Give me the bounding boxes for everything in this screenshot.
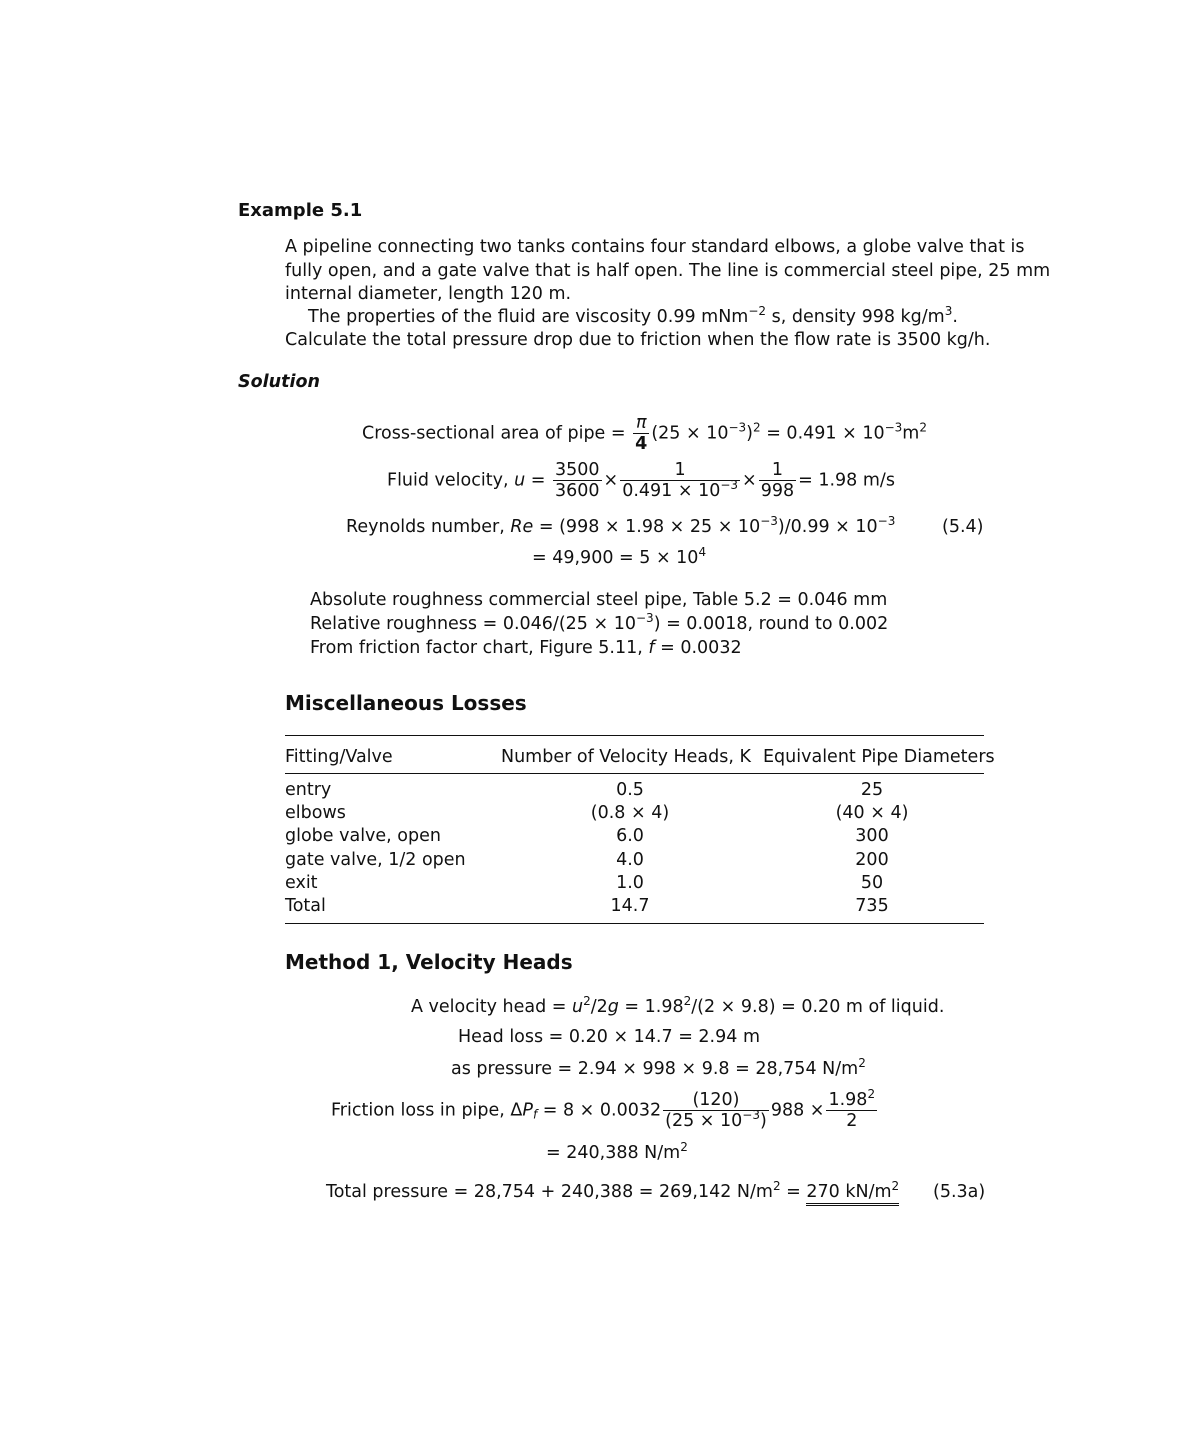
row-globe-k: 6.0 <box>616 826 644 846</box>
friction-loss-result: = 240,388 $N/m^2$ <box>546 1140 688 1163</box>
row-entry-label: entry <box>285 780 332 800</box>
reynolds-result: = $49,900 = 5 \times 10^4$ <box>532 545 707 568</box>
solution-heading: Solution <box>238 372 320 392</box>
example-title: Example 5.1 <box>238 200 363 221</box>
table-bottom-rule <box>285 923 984 924</box>
header-fitting-valve: Fitting/Valve <box>285 747 393 767</box>
table-header-rule <box>285 773 984 774</box>
row-globe-label: globe valve, open <box>285 826 441 846</box>
absolute-roughness-line: Absolute roughness commercial steel pipe, Table 5.2 = 0.046 mm <box>310 590 888 610</box>
header-velocity-heads: Number of Velocity Heads, K <box>501 747 751 767</box>
row-gate-k: 4.0 <box>616 850 644 870</box>
problem-line-3: internal diameter, length 120 m. <box>285 284 572 304</box>
friction-factor-line: From friction factor chart, Figure 5.11, f = 0.0032 <box>310 638 742 658</box>
problem-line-5: Calculate the total pressure drop due to friction when the flow rate is 3500 kg/h. <box>285 330 991 350</box>
row-elbows-label: elbows <box>285 803 346 823</box>
pi-over-4-fraction: $\frac{\pi}{4}$ <box>635 413 648 454</box>
reynolds-equation: Reynolds number, $Re = (998 \times 1.98 \times 25 \times 10^{-3})/0.99 \times 10^{-3}$ <box>346 514 896 537</box>
relative-roughness-line: Relative roughness = $0.046/(25 \times 10^{-3}) = 0.0018$, round to 0.002 <box>310 611 889 634</box>
header-pipe-diameters: Equivalent Pipe Diameters <box>763 747 995 767</box>
problem-line-2: fully open, and a gate valve that is half open. The line is commercial steel pipe, 25 mm <box>285 261 1051 281</box>
method-1-heading: Method 1, Velocity Heads <box>285 950 573 974</box>
row-entry-d: 25 <box>860 780 884 800</box>
misc-losses-heading: Miscellaneous Losses <box>285 691 527 715</box>
head-loss-equation: Head loss = 0.20 × 14.7 = 2.94 m <box>458 1027 760 1047</box>
row-exit-d: 50 <box>860 873 884 893</box>
friction-loss-equation: Friction loss in pipe, $\Delta P_f = 8 \times 0.0032$ $\frac{(120)}{(25 \times 10^{-3})}$ 988 × $\frac{1.98^2}{2}$ <box>331 1087 876 1131</box>
row-elbows-k: (0.8 × 4) <box>590 803 670 823</box>
row-gate-label: gate valve, 1/2 open <box>285 850 466 870</box>
total-pressure-equation: Total pressure = 28,754 + 240,388 = 269,142 $N/m^2 = 270$ $kN/m^2$ <box>326 1182 899 1202</box>
row-entry-k: 0.5 <box>616 780 644 800</box>
problem-line-1: A pipeline connecting two tanks contains four standard elbows, a globe valve that is <box>285 237 1025 257</box>
length-over-diameter-fraction: $\frac{(120)}{(25 \times 10^{-3})}$ <box>665 1090 767 1131</box>
row-elbows-d: (40 × 4) <box>835 803 909 823</box>
final-answer: 270 $kN/m^2$ <box>806 1182 899 1206</box>
problem-line-4: The properties of the fluid are viscosity 0.99 mNm$^{-2}$ s, density 998 $kg/m^3$. <box>308 304 958 327</box>
velocity-equation: Fluid velocity, u = $\frac{3500}{3600}$ × $\frac{1}{0.491 \times 10^{-3}}$ × $\frac{1}{998}$ = 1.98 m/s <box>387 460 895 501</box>
row-exit-k: 1.0 <box>616 873 644 893</box>
equation-number-5-4: (5.4) <box>942 517 984 537</box>
fraction-area: $\frac{1}{0.491 \times 10^{-3}}$ <box>622 460 739 501</box>
fraction-3500-3600: $\frac{3500}{3600}$ <box>554 460 600 501</box>
velocity-squared-fraction: $\frac{1.98^2}{2}$ <box>828 1087 876 1131</box>
row-total-k: 14.7 <box>610 896 650 916</box>
row-exit-label: exit <box>285 873 318 893</box>
as-pressure-equation: as pressure = 2.94 × 998 × 9.8 = 28,754 $N/m^2$ <box>451 1056 866 1079</box>
row-globe-d: 300 <box>855 826 889 846</box>
fraction-density: $\frac{1}{998}$ <box>760 460 795 501</box>
equation-number-5-3a: (5.3a) <box>933 1182 986 1202</box>
area-equation: Cross-sectional area of pipe = $\frac{\pi}{4}$ $(25 \times 10^{-3})^2 = 0.491 \times 10^{-3}m^2$ <box>362 413 927 454</box>
row-total-label: Total <box>285 896 326 916</box>
row-gate-d: 200 <box>855 850 889 870</box>
table-top-rule <box>285 735 984 736</box>
row-total-d: 735 <box>855 896 889 916</box>
velocity-head-equation: A velocity head = $u^2/2g = 1.98^2/(2 \times 9.8) = 0.20$ m of liquid. <box>411 994 945 1017</box>
